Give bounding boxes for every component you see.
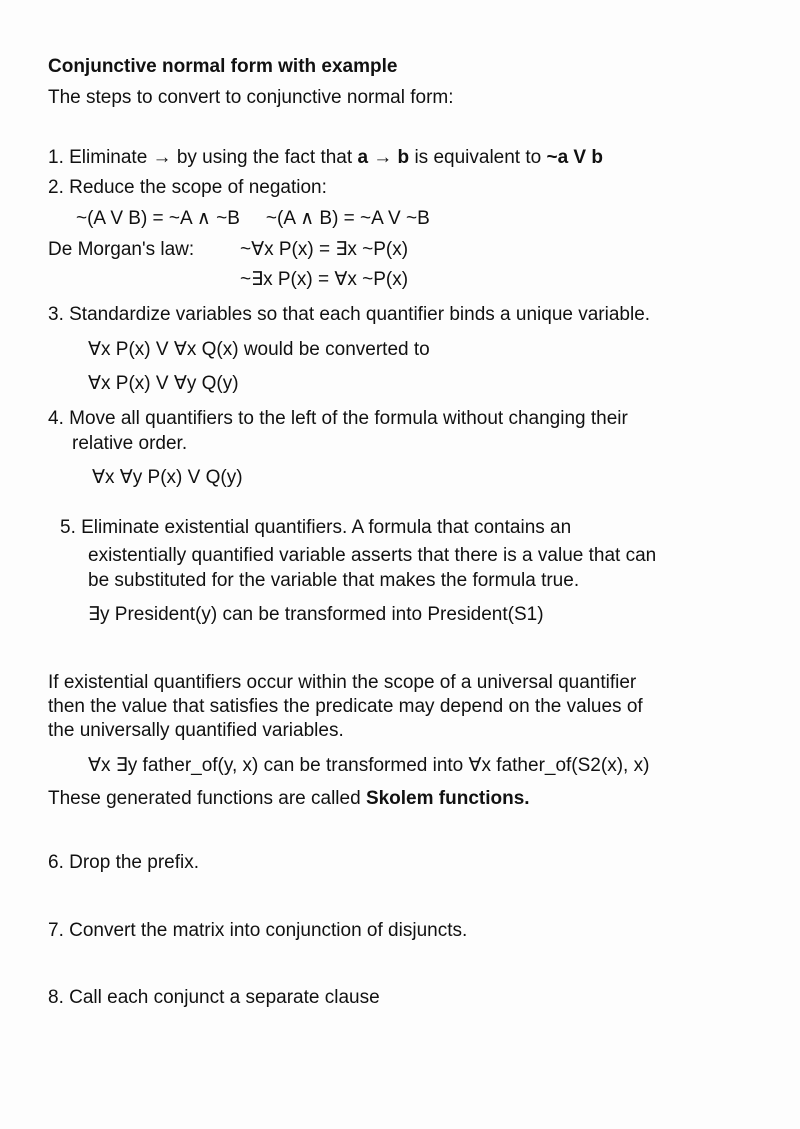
step-1-text: is equivalent to: [409, 147, 547, 168]
step-4: 4. Move all quantifiers to the left of the formula without changing their: [48, 408, 628, 429]
skolem-note: [48, 787, 530, 811]
step-5-example: ∃y President(y) can be transformed into President(S1): [88, 604, 544, 625]
paragraph-line-1: If existential quantifiers occur within the scope of a universal quantifier: [48, 672, 637, 693]
step-1: [48, 146, 603, 170]
paragraph-line-3: the universally quantified variables.: [48, 720, 344, 741]
demorgan-equation-1: ~∀x P(x) = ∃x ~P(x): [240, 239, 409, 260]
skolem-example: ∀x ∃y father_of(y, x) can be transformed into ∀x father_of(S2(x), x): [88, 755, 650, 776]
demorgan-label: De Morgan's law:: [48, 239, 195, 260]
step-4-continued: relative order.: [72, 433, 188, 454]
step-6: 6. Drop the prefix.: [48, 852, 200, 873]
step-8: 8. Call each conjunct a separate clause: [48, 987, 380, 1008]
step-4-example: ∀x ∀y P(x) V Q(y): [92, 467, 243, 488]
step-1-text: 1. Eliminate → by using the fact that: [48, 147, 358, 168]
negation-equations: [76, 207, 430, 231]
equation: ~(A ∧ B) = ~A V ~B: [265, 208, 430, 229]
step-1-bold: a → b: [357, 147, 410, 168]
skolem-note-text: These generated functions are called: [48, 788, 366, 809]
step-7: 7. Convert the matrix into conjunction of disjuncts.: [48, 920, 468, 941]
step-1-bold: ~a V b: [546, 147, 603, 168]
subtitle: The steps to convert to conjunctive normal form:: [48, 87, 454, 108]
step-2: 2. Reduce the scope of negation:: [48, 177, 327, 198]
step-5-continued-2: be substituted for the variable that makes the formula true.: [88, 570, 580, 591]
step-3: 3. Standardize variables so that each quantifier binds a unique variable.: [48, 304, 651, 325]
step-3-example-2: ∀x P(x) V ∀y Q(y): [88, 373, 239, 394]
document-title: Conjunctive normal form with example: [48, 56, 398, 77]
step-5: 5. Eliminate existential quantifiers. A formula that contains an: [60, 517, 572, 538]
step-3-example-1: ∀x P(x) V ∀x Q(x) would be converted to: [88, 339, 430, 360]
equation: ~(A V B) = ~A ∧ ~B: [76, 208, 240, 229]
paragraph-line-2: then the value that satisfies the predicate may depend on the values of: [48, 696, 643, 717]
demorgan-equation-2: ~∃x P(x) = ∀x ~P(x): [240, 269, 409, 290]
step-5-continued-1: existentially quantified variable asserts that there is a value that can: [88, 545, 657, 566]
skolem-term: Skolem functions.: [365, 788, 530, 809]
